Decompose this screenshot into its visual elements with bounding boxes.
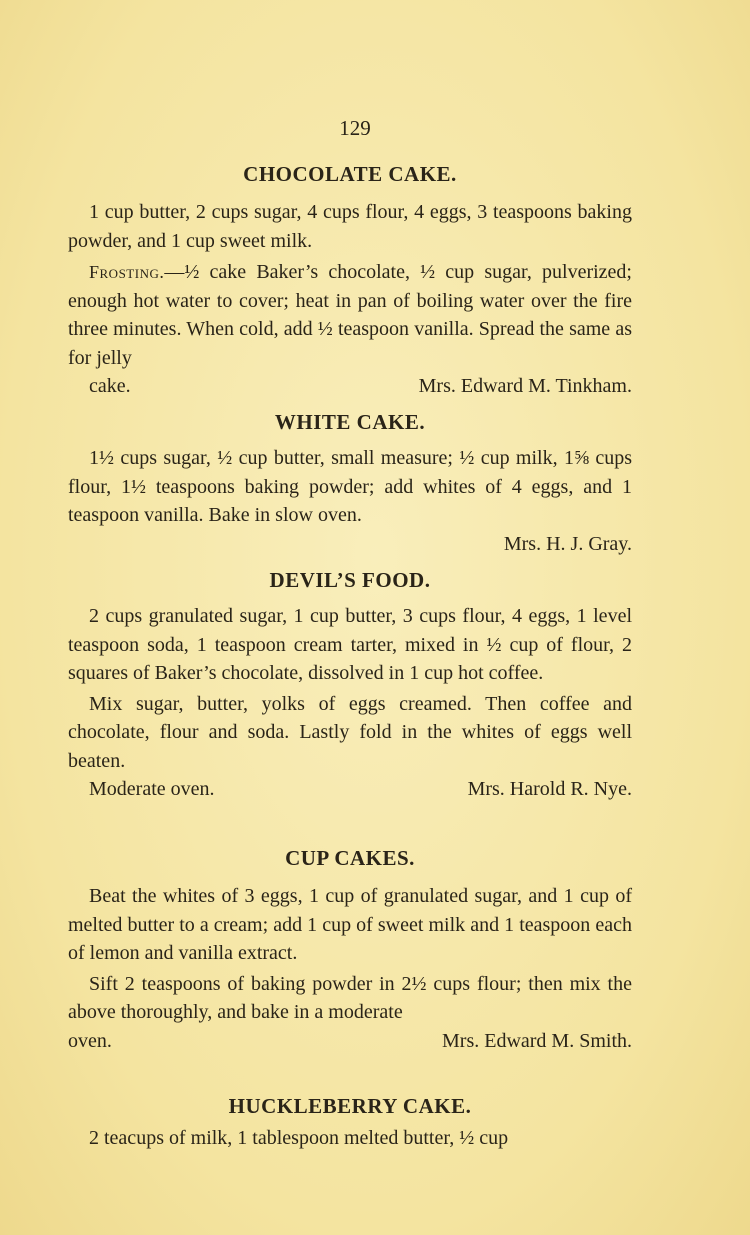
frosting-paragraph	[68, 258, 632, 372]
recipe-method: Sift 2 teaspoons of baking powder in 2½ cups flour; then mix the above thoroughly, and bake in a moderate	[68, 972, 632, 1023]
recipe-chocolate-cake	[68, 160, 632, 401]
recipe-author: Mrs. Harold R. Nye.	[467, 778, 632, 800]
frosting-label: Frosting.	[89, 262, 165, 282]
recipe-method: Mix sugar, butter, yolks of eggs creamed. Then coffee and chocolate, flour and soda. Lastly fold in the whites of eggs well beaten.	[68, 692, 632, 772]
recipe-author: Mrs. Edward M. Smith.	[442, 1029, 632, 1052]
recipe-ingredients: 1½ cups sugar, ½ cup butter, small measure; ½ cup milk, 1⅝ cups flour, 1½ teaspoons baking powder; add whites of 4 eggs, and 1 teaspoon vanilla. Bake in slow oven.	[68, 447, 632, 526]
recipe-ingredients: 2 cups granulated sugar, 1 cup butter, 3 cups flour, 4 eggs, 1 level teaspoon soda, 1 teaspoon cream tarter, mixed in ½ cup of flour, 2 squares of Baker’s chocolate, dissolved in 1 cup hot coffee.	[68, 605, 632, 684]
recipe-cup-cakes	[68, 844, 632, 1055]
end-word: Moderate oven.	[89, 778, 215, 800]
recipe-signature-row	[68, 775, 632, 804]
recipe-author: Mrs. H. J. Gray.	[503, 532, 632, 555]
recipe-signature-row	[68, 1027, 632, 1056]
recipe-ingredients: Beat the whites of 3 eggs, 1 cup of granulated sugar, and 1 cup of melted butter to a cream; add 1 cup of sweet milk and 1 teaspoon each of lemon and vanilla extract.	[68, 885, 632, 964]
recipe-signature-row	[68, 372, 632, 401]
page-number: 129	[339, 116, 371, 140]
recipe-title: CUP CAKES.	[285, 846, 415, 870]
recipe-white-cake	[68, 408, 632, 558]
recipe-author: Mrs. Edward M. Tinkham.	[418, 375, 632, 397]
recipe-ingredients: 1 cup butter, 2 cups sugar, 4 cups flour, 4 eggs, 3 teaspoons baking powder, and 1 cup sweet milk.	[68, 201, 632, 252]
end-word: cake.	[89, 375, 131, 397]
recipe-title: HUCKLEBERRY CAKE.	[228, 1094, 472, 1118]
recipe-devils-food	[68, 566, 632, 804]
recipe-ingredients: 2 teacups of milk, 1 tablespoon melted butter, ½ cup	[89, 1127, 509, 1149]
frosting-text: —½ cake Baker’s chocolate, ½ cup sugar, pulverized; enough hot water to cover; heat in pan of boiling water over the fire three minutes. When cold, add ½ teaspoon vanilla. Spread the same as for jelly	[68, 261, 632, 369]
recipe-title: CHOCOLATE CAKE.	[243, 162, 457, 186]
recipe-title: WHITE CAKE.	[274, 410, 426, 434]
recipe-huckleberry-cake	[68, 1092, 632, 1153]
end-word: oven.	[68, 1029, 112, 1052]
recipe-title: DEVIL’S FOOD.	[269, 568, 431, 592]
